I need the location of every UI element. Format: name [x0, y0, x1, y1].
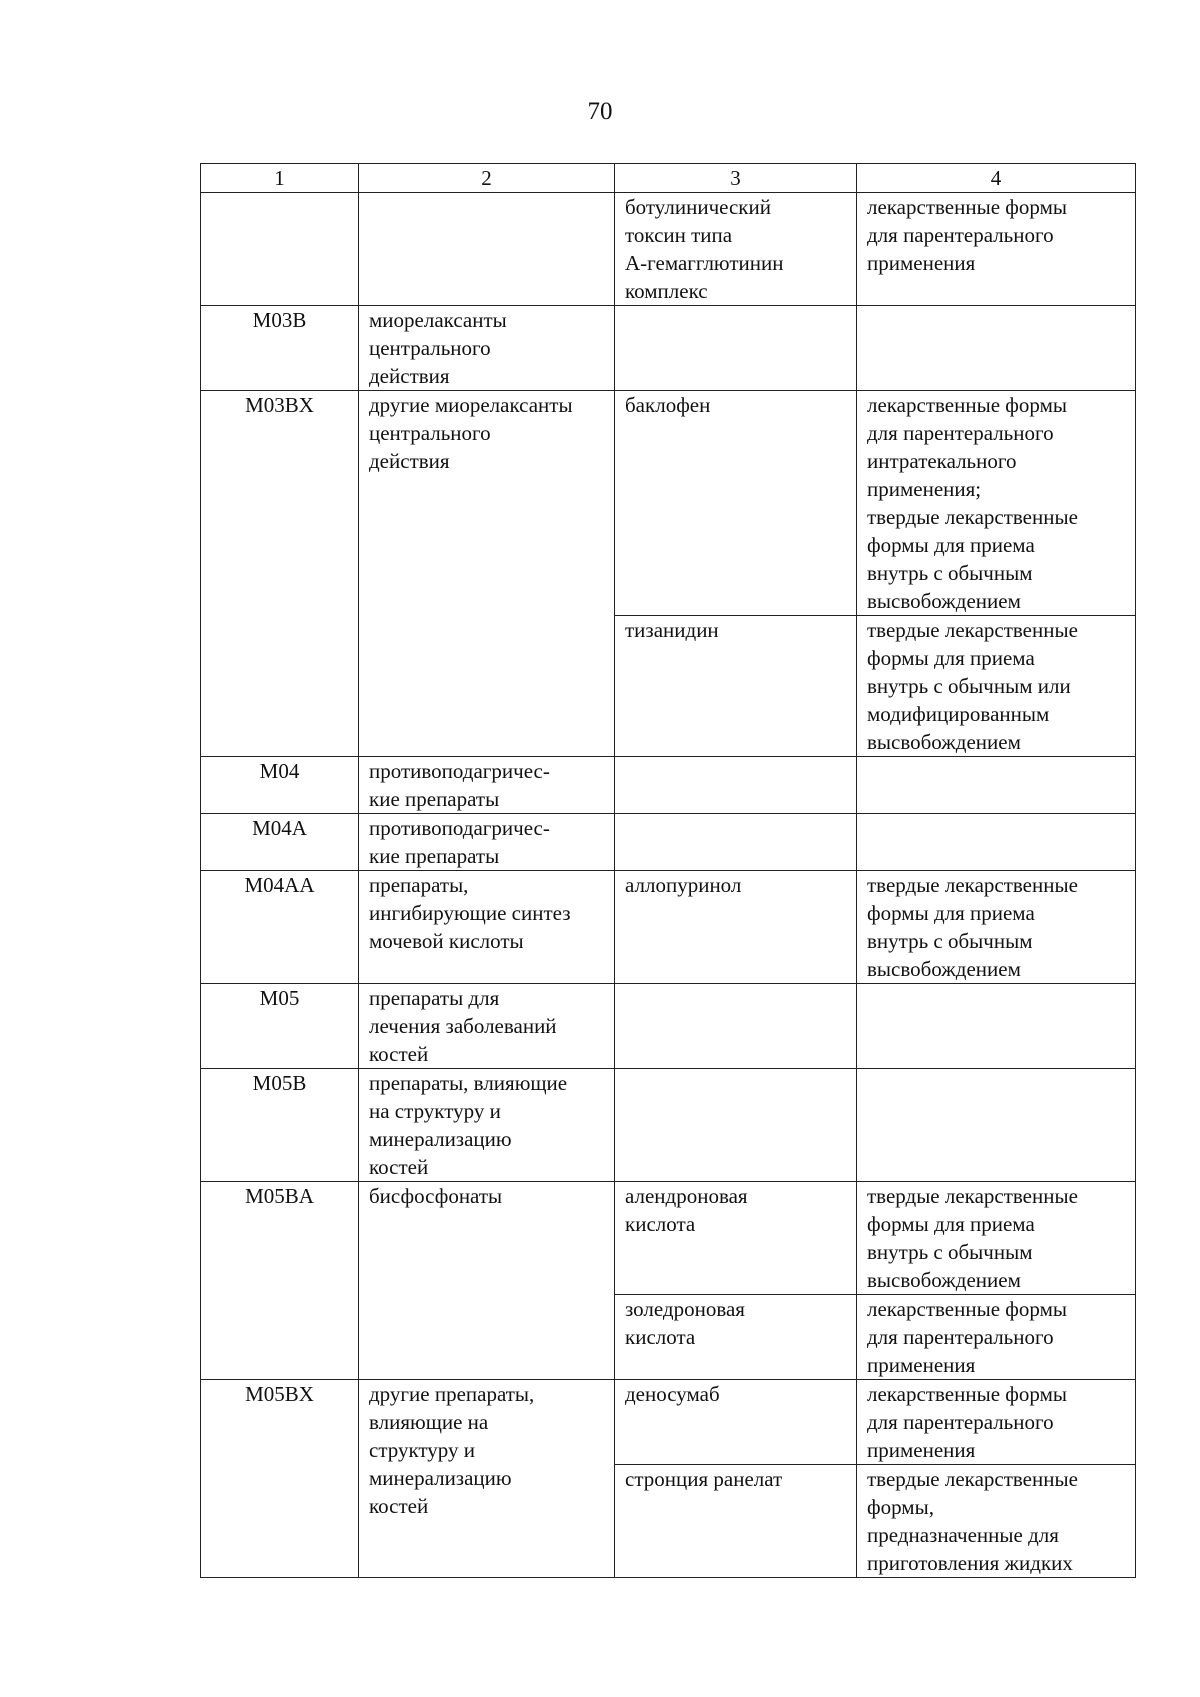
- dosage-form-cell: [857, 1295, 1136, 1380]
- table-row: [201, 1380, 1136, 1465]
- drug-name: баклофен: [625, 393, 711, 417]
- dosage-form-cell: [857, 757, 1136, 814]
- drug-name-cell: [615, 306, 857, 391]
- atc-code: M04A: [252, 816, 307, 840]
- table-row: [201, 306, 1136, 391]
- drug-name-cell: [615, 616, 857, 757]
- dosage-form-cell: [857, 1380, 1136, 1465]
- dosage-form-cell: [857, 1182, 1136, 1295]
- group-name-cell: [359, 757, 615, 814]
- atc-code: M05B: [252, 1071, 307, 1095]
- drug-name-cell: [615, 757, 857, 814]
- group-name-cell: [359, 871, 615, 984]
- atc-code-cell: [201, 871, 359, 984]
- atc-code-cell: [201, 391, 359, 757]
- table-row: [201, 1182, 1136, 1295]
- group-name-cell: [359, 984, 615, 1069]
- drug-name-cell: [615, 1465, 857, 1578]
- drug-name: стронция ранелат: [625, 1467, 783, 1491]
- atc-code: M03B: [252, 308, 307, 332]
- group-name-cell: [359, 193, 615, 306]
- group-name: другие миорелаксанты центрального действия: [369, 393, 573, 473]
- drug-name-cell: [615, 1295, 857, 1380]
- table-row: [201, 391, 1136, 616]
- drug-name-cell: [615, 984, 857, 1069]
- table-header-row: [201, 164, 1136, 193]
- dosage-form: твердые лекарственные формы для приема внутрь с обычным высвобождением: [867, 1184, 1078, 1292]
- drug-classification-table: [200, 163, 1136, 1578]
- group-name-cell: [359, 1069, 615, 1182]
- drug-name: алендроновая кислота: [625, 1184, 748, 1236]
- drug-name-cell: [615, 814, 857, 871]
- group-name-cell: [359, 1380, 615, 1578]
- group-name-cell: [359, 306, 615, 391]
- group-name-cell: [359, 391, 615, 757]
- atc-code-cell: [201, 193, 359, 306]
- atc-code: M04AA: [244, 873, 315, 897]
- group-name: препараты, влияющие на структуру и минерализацию костей: [369, 1071, 568, 1179]
- atc-code: M05BX: [245, 1382, 314, 1406]
- drug-name-cell: [615, 391, 857, 616]
- drug-name: тизанидин: [625, 618, 719, 642]
- dosage-form: твердые лекарственные формы для приема внутрь с обычным или модифицированным высвобождением: [867, 618, 1078, 754]
- drug-name-cell: [615, 193, 857, 306]
- drug-name: аллопуринол: [625, 873, 742, 897]
- drug-name-cell: [615, 1380, 857, 1465]
- dosage-form-cell: [857, 1465, 1136, 1578]
- dosage-form-cell: [857, 984, 1136, 1069]
- drug-name-cell: [615, 1182, 857, 1295]
- drug-name-cell: [615, 1069, 857, 1182]
- drug-name: ботулинический токсин типа А-гемагглютинин комплекс: [625, 195, 784, 303]
- dosage-form: лекарственные формы для парентерального применения: [867, 1297, 1067, 1377]
- dosage-form-cell: [857, 391, 1136, 616]
- group-name: другие препараты, влияющие на структуру и минерализацию костей: [369, 1382, 535, 1518]
- dosage-form-cell: [857, 616, 1136, 757]
- atc-code: M04: [259, 759, 300, 783]
- group-name: миорелаксанты центрального действия: [369, 308, 507, 388]
- group-name: препараты для лечения заболеваний костей: [369, 986, 557, 1066]
- column-header-3: 3: [615, 164, 857, 193]
- atc-code-cell: [201, 757, 359, 814]
- dosage-form-cell: [857, 1069, 1136, 1182]
- group-name-cell: [359, 814, 615, 871]
- atc-code: M05: [259, 986, 300, 1010]
- table-row: [201, 193, 1136, 306]
- group-name: противоподагричес- кие препараты: [369, 816, 550, 868]
- group-name: препараты, ингибирующие синтез мочевой кислоты: [369, 873, 571, 953]
- atc-code-cell: [201, 1380, 359, 1578]
- group-name: противоподагричес- кие препараты: [369, 759, 550, 811]
- page-number: 70: [587, 98, 613, 125]
- table-row: [201, 1069, 1136, 1182]
- table-row: [201, 757, 1136, 814]
- drug-name: деносумаб: [625, 1382, 720, 1406]
- drug-name-cell: [615, 871, 857, 984]
- dosage-form-cell: [857, 193, 1136, 306]
- atc-code-cell: [201, 1069, 359, 1182]
- dosage-form: твердые лекарственные формы, предназначенные для приготовления жидких: [867, 1467, 1078, 1575]
- dosage-form: лекарственные формы для парентерального интратекального применения; твердые лекарственные формы для приема внутрь с обычным высвобождением: [867, 393, 1078, 613]
- column-header-2: 2: [359, 164, 615, 193]
- dosage-form-cell: [857, 306, 1136, 391]
- table-row: [201, 984, 1136, 1069]
- column-header-1: 1: [201, 164, 359, 193]
- dosage-form-cell: [857, 871, 1136, 984]
- table-row: [201, 871, 1136, 984]
- table-row: [201, 814, 1136, 871]
- group-name: бисфосфонаты: [369, 1184, 503, 1208]
- atc-code: M03BX: [245, 393, 314, 417]
- atc-code-cell: [201, 984, 359, 1069]
- atc-code-cell: [201, 814, 359, 871]
- drug-name: золедроновая кислота: [625, 1297, 745, 1349]
- column-header-4: 4: [857, 164, 1136, 193]
- atc-code-cell: [201, 306, 359, 391]
- group-name-cell: [359, 1182, 615, 1380]
- dosage-form: твердые лекарственные формы для приема внутрь с обычным высвобождением: [867, 873, 1078, 981]
- atc-code: M05BA: [245, 1184, 314, 1208]
- atc-code-cell: [201, 1182, 359, 1380]
- dosage-form: лекарственные формы для парентерального применения: [867, 1382, 1067, 1462]
- dosage-form-cell: [857, 814, 1136, 871]
- dosage-form: лекарственные формы для парентерального применения: [867, 195, 1067, 275]
